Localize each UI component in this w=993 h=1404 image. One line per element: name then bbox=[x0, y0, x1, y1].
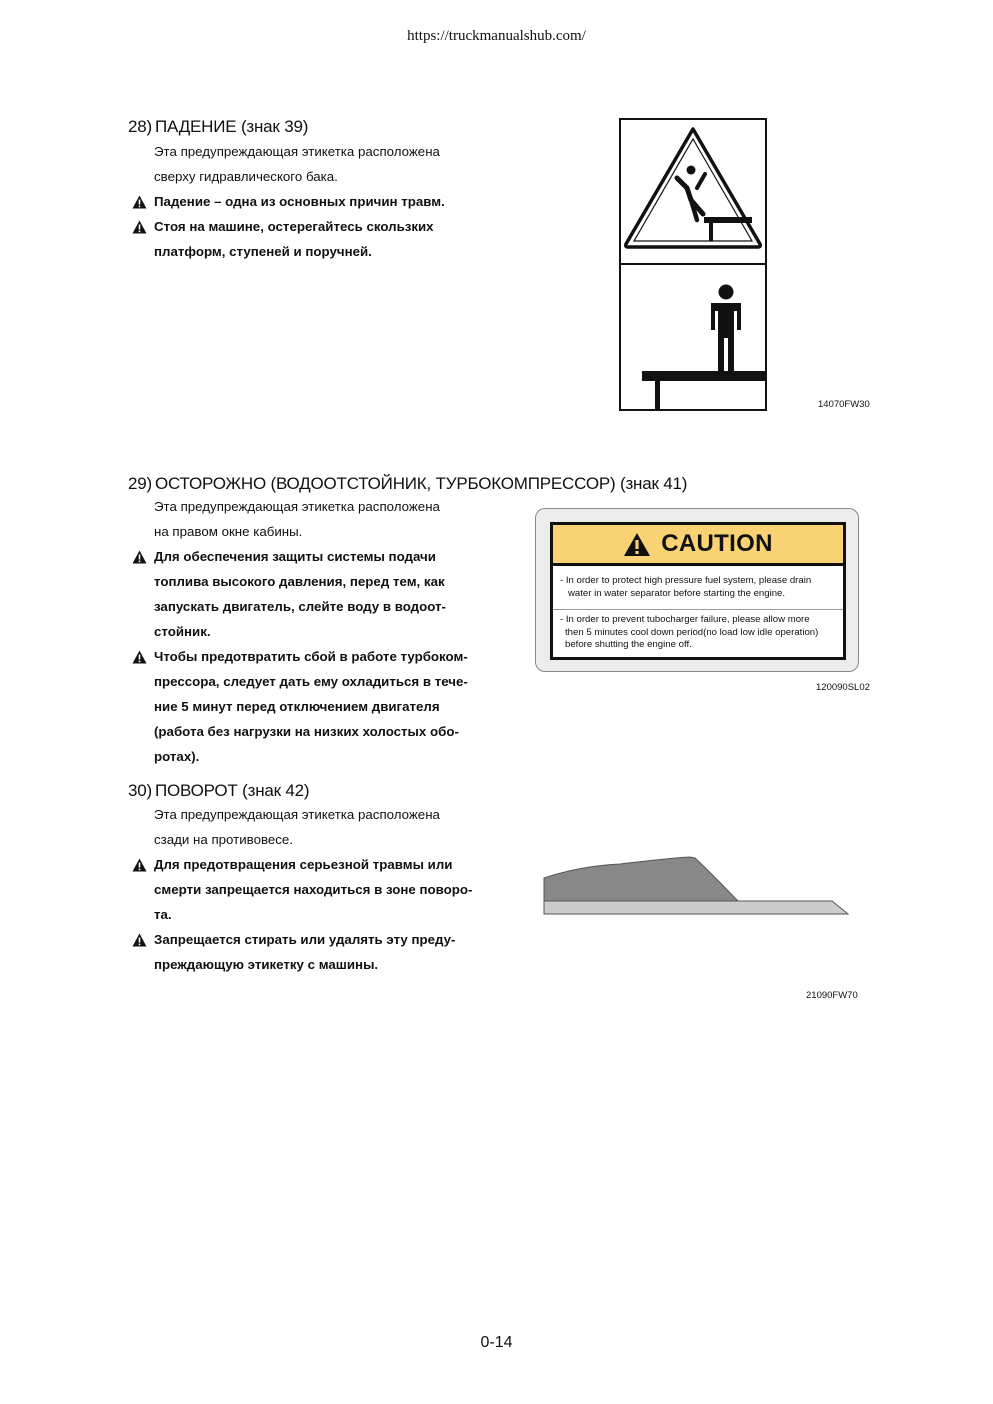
section-29-warning-1 bbox=[132, 544, 474, 644]
warning-line: Для обеспечения защиты системы подачи bbox=[154, 549, 436, 564]
warning-triangle-icon bbox=[132, 650, 147, 664]
warning-line: запускать двигатель, слейте воду в водоот- bbox=[154, 599, 446, 614]
warning-line: Чтобы предотвратить сбой в работе турбоком- bbox=[154, 649, 468, 664]
section-heading: ОСТОРОЖНО (ВОДООТСТОЙНИК, ТУРБОКОМПРЕССОР) bbox=[154, 474, 616, 493]
caution-line: before shutting the engine off. bbox=[565, 639, 692, 651]
paragraph-line: на правом окне кабины. bbox=[154, 524, 303, 539]
warning-line: смерти запрещается находиться в зоне поворо- bbox=[154, 882, 473, 897]
section-number: 28) bbox=[128, 117, 152, 136]
warning-line: Падение – одна из основных причин травм. bbox=[154, 194, 445, 209]
section-29-title bbox=[128, 474, 687, 494]
section-sign: (знак 42) bbox=[242, 781, 310, 800]
caution-line: - In order to prevent tubocharger failure, please allow more bbox=[560, 614, 810, 625]
caution-divider bbox=[553, 609, 843, 610]
warning-triangle-icon bbox=[132, 858, 147, 872]
warning-triangle-icon bbox=[623, 532, 651, 557]
section-28-warning-1 bbox=[132, 189, 474, 214]
caution-title: CAUTION bbox=[661, 530, 773, 557]
section-30-title bbox=[128, 781, 309, 801]
warning-line: платформ, ступеней и поручней. bbox=[154, 244, 372, 259]
counterweight-illustration bbox=[540, 852, 852, 918]
section-heading: ПОВОРОТ bbox=[154, 781, 238, 800]
warning-line: ротах). bbox=[154, 749, 200, 764]
section-30-paragraph bbox=[154, 802, 472, 852]
caution-line: water in water separator before starting the engine. bbox=[568, 587, 786, 599]
page-number: 0-14 bbox=[480, 1334, 513, 1351]
warning-line: Запрещается стирать или удалять эту преду- bbox=[154, 932, 456, 947]
section-heading: ПАДЕНИЕ bbox=[154, 117, 237, 136]
header-url: https://truckmanualshub.com/ bbox=[407, 28, 586, 44]
caution-item-1 bbox=[560, 575, 836, 600]
paragraph-line: сверху гидравлического бака. bbox=[154, 169, 338, 184]
warning-line: Для предотвращения серьезной травмы или bbox=[154, 857, 453, 872]
section-30-warning-1 bbox=[132, 852, 474, 927]
warning-line: топлива высокого давления, перед тем, как bbox=[154, 574, 445, 589]
warning-triangle-icon bbox=[132, 220, 147, 234]
warning-line: та. bbox=[154, 907, 172, 922]
section-28-title bbox=[128, 117, 308, 137]
section-28-warning-2 bbox=[132, 214, 474, 264]
warning-line: ние 5 минут перед отключением двигателя bbox=[154, 699, 440, 714]
section-number: 29) bbox=[128, 474, 152, 493]
caution-header bbox=[553, 525, 843, 566]
image-code: 120090SL02 bbox=[816, 682, 870, 693]
paragraph-line: сзади на противовесе. bbox=[154, 832, 294, 847]
section-sign: (знак 39) bbox=[240, 117, 309, 136]
warning-line: прессора, следует дать ему охладиться в тече- bbox=[154, 674, 468, 689]
caution-item-2 bbox=[560, 614, 836, 652]
image-code: 21090FW70 bbox=[806, 990, 858, 1001]
warning-triangle-icon bbox=[132, 550, 147, 564]
section-28-paragraph bbox=[154, 139, 472, 189]
warning-line: преждающую этикетку с машины. bbox=[154, 957, 379, 972]
paragraph-line: Эта предупреждающая этикетка расположена bbox=[154, 499, 440, 514]
caution-label-frame bbox=[550, 522, 846, 660]
image-code: 14070FW30 bbox=[818, 399, 870, 410]
section-29-warning-2 bbox=[132, 644, 474, 769]
warning-triangle-icon bbox=[132, 195, 147, 209]
warning-line: стойник. bbox=[154, 624, 211, 639]
fall-hazard-pictogram bbox=[619, 118, 767, 411]
section-number: 30) bbox=[128, 781, 152, 800]
section-sign: (знак 41) bbox=[620, 474, 688, 493]
warning-triangle-icon bbox=[132, 933, 147, 947]
paragraph-line: Эта предупреждающая этикетка расположена bbox=[154, 807, 440, 822]
caution-label bbox=[535, 508, 859, 672]
warning-line: Стоя на машине, остерегайтесь скользких bbox=[154, 219, 434, 234]
caution-line: then 5 minutes cool down period(no load low idle operation) bbox=[565, 626, 819, 638]
paragraph-line: Эта предупреждающая этикетка расположена bbox=[154, 144, 440, 159]
caution-line: - In order to protect high pressure fuel system, please drain bbox=[560, 575, 812, 586]
section-30-warning-2 bbox=[132, 927, 474, 977]
warning-line: (работа без нагрузки на низких холостых обо- bbox=[154, 724, 459, 739]
section-29-paragraph bbox=[154, 494, 472, 544]
